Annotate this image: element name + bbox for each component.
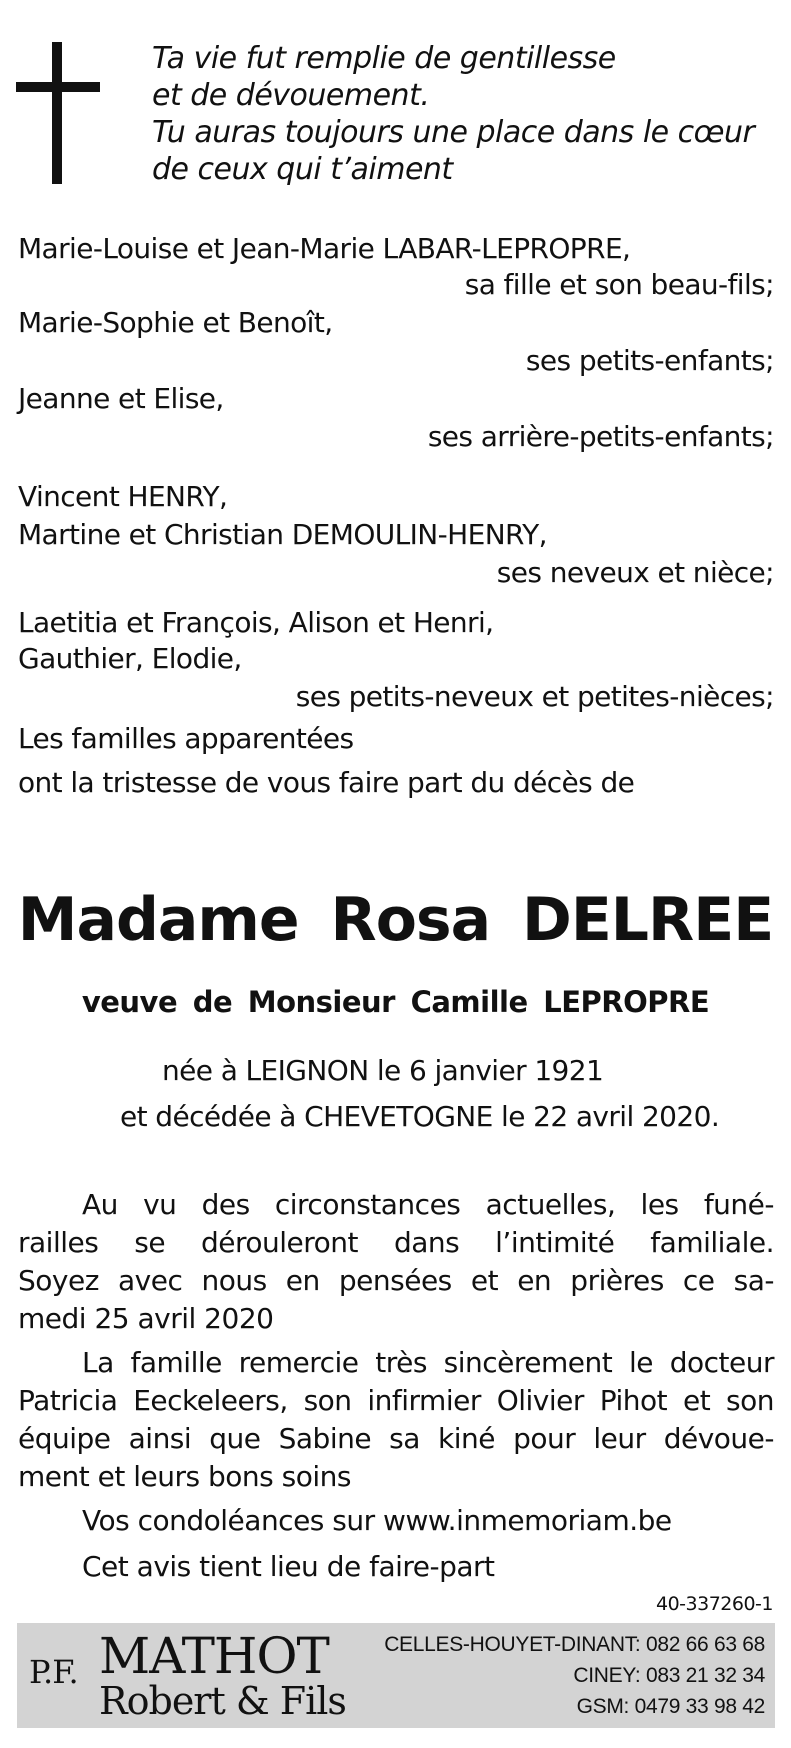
family-line: Marie-Louise et Jean-Marie LABAR-LEPROPRE, — [18, 232, 631, 265]
funeral-home-name: MATHOT — [99, 1627, 329, 1685]
phone-line: CINEY: 083 21 32 34 — [573, 1664, 765, 1687]
family-line: Gauthier, Elodie, — [18, 642, 242, 675]
thanks-paragraph — [18, 1344, 774, 1496]
family-relation: ses neveux et nièce; — [496, 556, 774, 589]
funeral-paragraph — [18, 1186, 774, 1338]
family-line: Jeanne et Elise, — [18, 382, 224, 415]
verse-line: Tu auras toujours une place dans le cœur — [152, 115, 755, 150]
memorial-verse — [152, 40, 772, 188]
paragraph-line: équipe ainsi que Sabine sa kiné pour leur dévoue- — [18, 1422, 774, 1455]
family-line: ont la tristesse de vous faire part du décès de — [18, 766, 635, 799]
widow-of: veuve de Monsieur Camille LEPROPRE — [81, 985, 710, 1019]
reference-number: 40-337260-1 — [655, 1593, 773, 1615]
family-line: Laetitia et François, Alison et Henri, — [18, 606, 494, 639]
verse-line: de ceux qui t’aiment — [152, 152, 453, 187]
cross-vertical-bar — [52, 42, 62, 184]
paragraph-line: railles se dérouleront dans l’intimité familiale. — [18, 1226, 774, 1259]
funeral-home-prefix: P.F. — [29, 1653, 78, 1691]
funeral-home-phones — [384, 1629, 765, 1722]
family-line: Vincent HENRY, — [18, 480, 228, 513]
condolences-line: Vos condoléances sur www.inmemoriam.be — [82, 1504, 672, 1537]
paragraph-line: La famille remercie très sincèrement le docteur — [82, 1346, 774, 1379]
family-relation: sa fille et son beau-fils; — [464, 268, 774, 301]
family-relation: ses petits-neveux et petites-nièces; — [295, 680, 774, 713]
family-line: Martine et Christian DEMOULIN-HENRY, — [18, 518, 547, 551]
paragraph-line: ment et leurs bons soins — [18, 1460, 351, 1493]
paragraph-line: Au vu des circonstances actuelles, les funé- — [82, 1188, 774, 1221]
paragraph-line: Patricia Eeckeleers, son infirmier Olivier Pihot et son — [18, 1384, 774, 1417]
birth-info: née à LEIGNON le 6 janvier 1921 — [162, 1054, 604, 1087]
closing-lines — [18, 1502, 774, 1586]
phone-line: CELLES-HOUYET-DINANT: 082 66 63 68 — [384, 1633, 765, 1656]
family-line: Les familles apparentées — [18, 722, 354, 755]
funeral-home-banner — [17, 1623, 775, 1728]
cross-icon — [16, 42, 100, 184]
verse-line: et de dévouement. — [152, 78, 430, 113]
cross-horizontal-bar — [16, 82, 100, 92]
phone-line: GSM: 0479 33 98 42 — [576, 1695, 765, 1718]
paragraph-line: Soyez avec nous en pensées et en prières ce sa- — [18, 1264, 774, 1297]
funeral-home-subtitle: Robert & Fils — [99, 1679, 346, 1723]
verse-line: Ta vie fut remplie de gentillesse — [152, 41, 616, 76]
deceased-name: Madame Rosa DELREE — [17, 885, 774, 955]
family-relation: ses petits-enfants; — [525, 344, 774, 377]
paragraph-line: medi 25 avril 2020 — [18, 1302, 274, 1335]
family-relation: ses arrière-petits-enfants; — [427, 420, 774, 453]
death-info: et décédée à CHEVETOGNE le 22 avril 2020. — [120, 1100, 720, 1133]
family-line: Marie-Sophie et Benoît, — [18, 306, 333, 339]
notice-line: Cet avis tient lieu de faire-part — [82, 1550, 495, 1583]
